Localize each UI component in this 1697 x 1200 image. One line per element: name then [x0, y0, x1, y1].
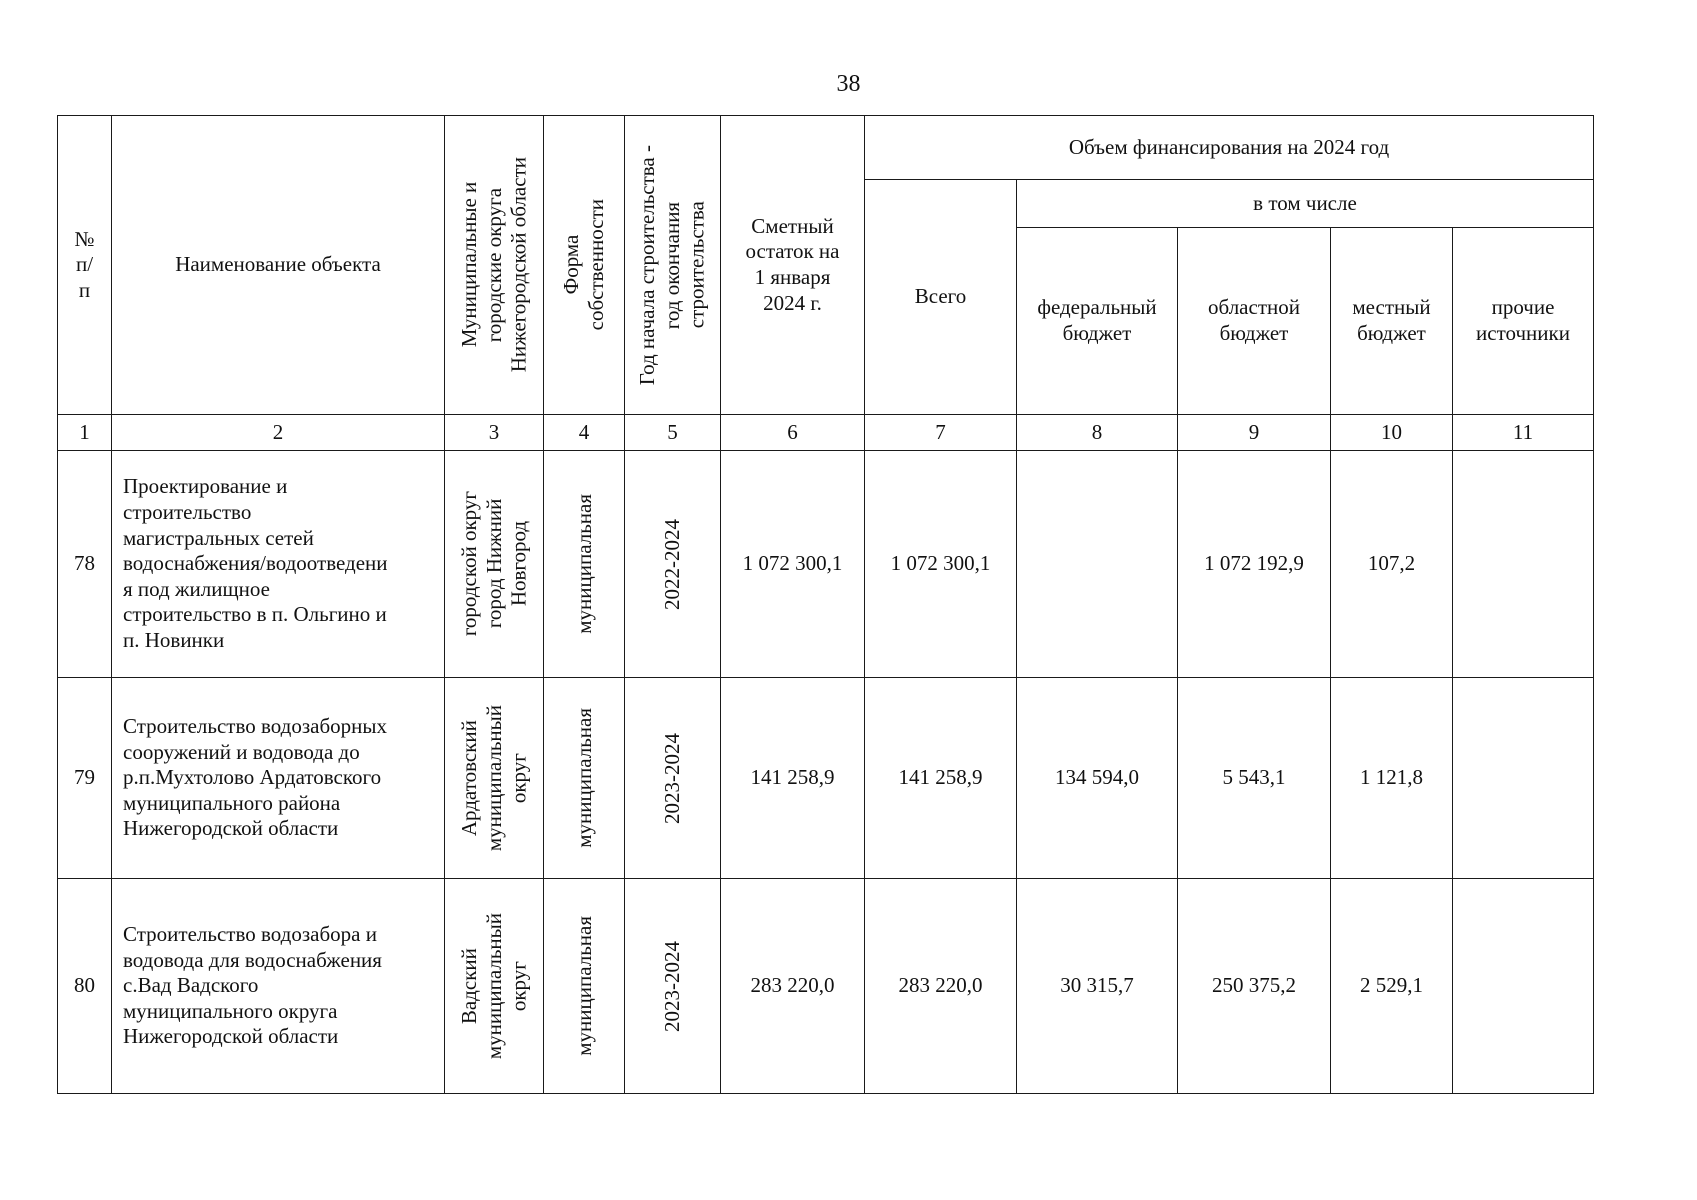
header-financing-group: Объем финансирования на 2024 год: [865, 116, 1594, 180]
ownership: муниципальная: [571, 916, 596, 1056]
municipality: Ардатовский муниципальный округ: [456, 704, 531, 852]
ownership-cell: [544, 879, 625, 1094]
years: 2023-2024: [660, 940, 685, 1032]
ownership: муниципальная: [571, 708, 596, 848]
object-name: Строительство водозабора и водовода для водоснабжения с.Вад Вадского муниципального округа Нижегородской области: [112, 879, 445, 1094]
header-including: в том числе: [1017, 180, 1594, 228]
column-number: 4: [544, 415, 625, 451]
years: 2022-2024: [660, 518, 685, 610]
remaining-value: 141 258,9: [721, 678, 865, 879]
total-value: 283 220,0: [865, 879, 1017, 1094]
municipality-cell: [445, 879, 544, 1094]
federal-value: 134 594,0: [1017, 678, 1178, 879]
row-number: 78: [58, 451, 112, 678]
header-years-text: Год начала строительства - год окончания строительства: [635, 144, 709, 386]
municipality-cell: [445, 451, 544, 678]
ownership-cell: [544, 451, 625, 678]
years: 2023-2024: [660, 732, 685, 824]
header-row-number: № п/ п: [58, 116, 112, 415]
header-regional: областной бюджет: [1178, 228, 1331, 415]
regional-value: 1 072 192,9: [1178, 451, 1331, 678]
column-number: 1: [58, 415, 112, 451]
header-municipality-text: Муниципальные и городские округа Нижегородской области: [456, 157, 531, 373]
header-local: местный бюджет: [1331, 228, 1453, 415]
header-total: Всего: [865, 180, 1017, 415]
column-number: 7: [865, 415, 1017, 451]
municipality: Вадский муниципальный округ: [456, 912, 531, 1060]
column-number: 2: [112, 415, 445, 451]
years-cell: [625, 678, 721, 879]
financing-table: [57, 115, 1594, 1094]
total-value: 1 072 300,1: [865, 451, 1017, 678]
years-cell: [625, 451, 721, 678]
object-name: Проектирование и строительство магистральных сетей водоснабжения/водоотведени я под жилищное строительство в п. Ольгино и п. Новинки: [112, 451, 445, 678]
federal-value: [1017, 451, 1178, 678]
municipality-cell: [445, 678, 544, 879]
column-number: 10: [1331, 415, 1453, 451]
column-number: 11: [1453, 415, 1594, 451]
local-value: 2 529,1: [1331, 879, 1453, 1094]
header-ownership: [544, 116, 625, 415]
row-number: 79: [58, 678, 112, 879]
header-object-name: Наименование объекта: [112, 116, 445, 415]
other-value: [1453, 879, 1594, 1094]
column-number: 3: [445, 415, 544, 451]
ownership: муниципальная: [571, 494, 596, 634]
years-cell: [625, 879, 721, 1094]
regional-value: 250 375,2: [1178, 879, 1331, 1094]
header-years: [625, 116, 721, 415]
remaining-value: 1 072 300,1: [721, 451, 865, 678]
table-row: [58, 451, 1594, 678]
page-number: 38: [836, 71, 861, 97]
header-ownership-text: Форма собственности: [559, 199, 608, 331]
other-value: [1453, 451, 1594, 678]
header-row-1: [58, 116, 1594, 180]
federal-value: 30 315,7: [1017, 879, 1178, 1094]
regional-value: 5 543,1: [1178, 678, 1331, 879]
column-number-row: [58, 415, 1594, 451]
header-municipality: [445, 116, 544, 415]
local-value: 1 121,8: [1331, 678, 1453, 879]
municipality: городской округ город Нижний Новгород: [456, 491, 531, 637]
table-row: [58, 879, 1594, 1094]
column-number: 9: [1178, 415, 1331, 451]
total-value: 141 258,9: [865, 678, 1017, 879]
column-number: 6: [721, 415, 865, 451]
local-value: 107,2: [1331, 451, 1453, 678]
header-other: прочие источники: [1453, 228, 1594, 415]
remaining-value: 283 220,0: [721, 879, 865, 1094]
ownership-cell: [544, 678, 625, 879]
object-name: Строительство водозаборных сооружений и водовода до р.п.Мухтолово Ардатовского муниципального района Нижегородской области: [112, 678, 445, 879]
column-number: 5: [625, 415, 721, 451]
row-number: 80: [58, 879, 112, 1094]
header-remaining: Сметный остаток на 1 января 2024 г.: [721, 116, 865, 415]
table-row: [58, 678, 1594, 879]
other-value: [1453, 678, 1594, 879]
header-federal: федеральный бюджет: [1017, 228, 1178, 415]
column-number: 8: [1017, 415, 1178, 451]
